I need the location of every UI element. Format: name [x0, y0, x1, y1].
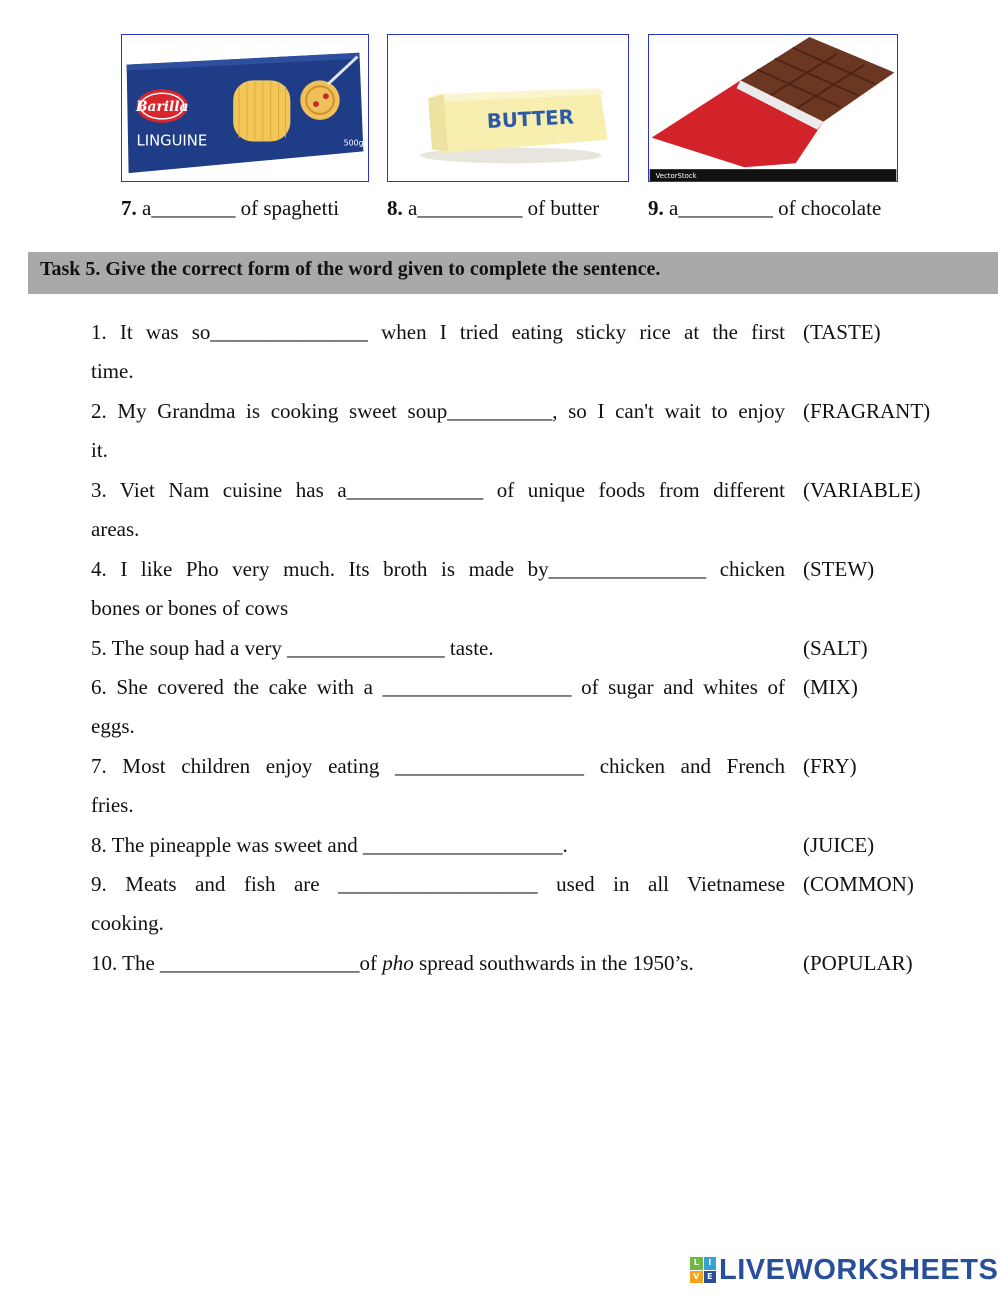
question-10-word: (POPULAR): [803, 951, 913, 975]
question-9-word: (COMMON): [803, 872, 914, 896]
question-4-line: 4. I like Pho very much. Its broth is made by_______________ chicken: [91, 557, 785, 581]
question-2-line: 2. My Grandma is cooking sweet soup__________, so I can't wait to enjoy: [91, 399, 785, 423]
caption-text: a________ of spaghetti: [136, 196, 340, 220]
question-1-continuation: time.: [91, 359, 134, 383]
caption-spaghetti: [121, 196, 339, 221]
question-7-line: 7. Most children enjoy eating __________________ chicken and French: [91, 754, 785, 778]
caption-text: a_________ of chocolate: [663, 196, 882, 220]
butter-image: [387, 34, 629, 182]
question-8-word: (JUICE): [803, 833, 875, 857]
caption-chocolate: [648, 196, 881, 221]
watermark-label: VectorStock: [655, 172, 697, 181]
weight-label: 500g: [343, 138, 364, 148]
spaghetti-image: [121, 34, 369, 182]
brand-label: Barilla: [135, 98, 189, 115]
question-2-continuation: it.: [91, 438, 108, 462]
liveworksheets-logo: [690, 1254, 998, 1286]
caption-text: a__________ of butter: [402, 196, 600, 220]
question-6-word: (MIX): [803, 675, 858, 699]
pasta-strands-icon: [233, 80, 290, 141]
caption-butter: [387, 196, 599, 221]
task-header: [28, 252, 998, 294]
question-5-word: (SALT): [803, 636, 868, 660]
question-6-continuation: eggs.: [91, 714, 135, 738]
question-6-line: 6. She covered the cake with a __________________ of sugar and whites of: [91, 675, 785, 699]
logo-mark-icon: L I V E: [690, 1257, 716, 1283]
task-title: Task 5. Give the correct form of the word given to complete the sentence.: [40, 258, 661, 280]
question-10-part-b: spread southwards in the 1950’s.: [413, 951, 694, 975]
question-3-word: (VARIABLE): [803, 478, 921, 502]
butter-label: BUTTER: [486, 105, 575, 134]
butter-stick-illustration: [388, 35, 628, 181]
caption-number: 7.: [121, 196, 137, 220]
question-9-continuation: cooking.: [91, 911, 164, 935]
question-5-line: 5. The soup had a very _______________ taste.: [91, 636, 494, 660]
question-10-part-a: 10. The ___________________of: [91, 951, 383, 975]
caption-number: 8.: [387, 196, 403, 220]
question-3-line: 3. Viet Nam cuisine has a_____________ of unique foods from different: [91, 478, 785, 502]
question-3-continuation: areas.: [91, 517, 140, 541]
question-8-line: 8. The pineapple was sweet and ___________________.: [91, 833, 568, 857]
question-7-continuation: fries.: [91, 793, 134, 817]
question-1-word: (TASTE): [803, 320, 881, 344]
question-4-word: (STEW): [803, 557, 875, 581]
question-1-line: 1. It was so_______________ when I tried eating sticky rice at the first: [91, 320, 785, 344]
question-9-line: 9. Meats and fish are ___________________ used in all Vietnamese: [91, 872, 785, 896]
question-10-line: [91, 951, 694, 976]
logo-text: LIVEWORKSHEETS: [719, 1253, 999, 1286]
product-label: LINGUINE: [136, 132, 208, 150]
question-7-word: (FRY): [803, 754, 857, 778]
question-10-emphasis: pho: [382, 951, 414, 975]
caption-number: 9.: [648, 196, 664, 220]
spaghetti-box-illustration: [122, 35, 368, 181]
question-2-word: (FRAGRANT): [803, 399, 931, 423]
chocolate-image: [648, 34, 898, 182]
question-4-continuation: bones or bones of cows: [91, 596, 289, 620]
chocolate-bar-illustration: [649, 35, 897, 181]
